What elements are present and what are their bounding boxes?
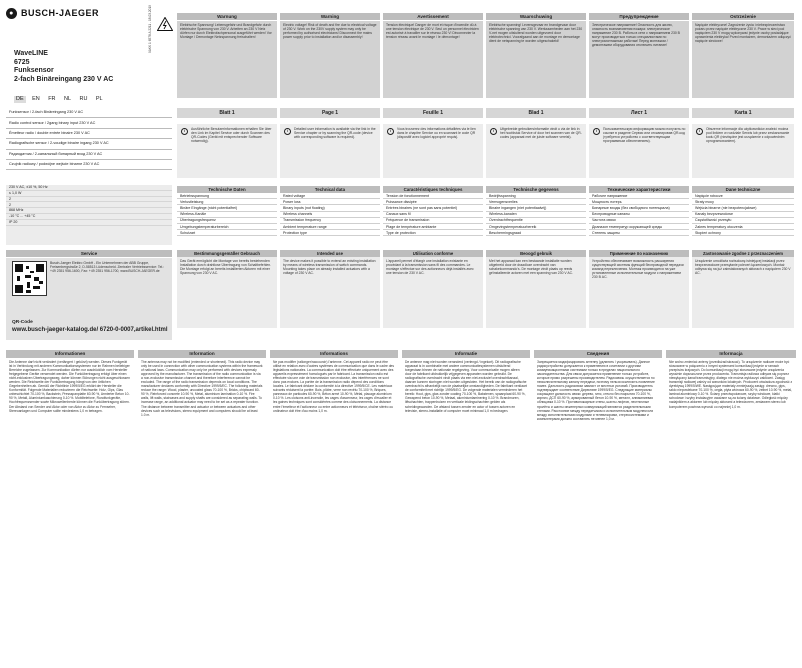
tech-data-row: Entrées binaires (ne sont pas sans potentiel) [383,205,483,211]
tech-data-row: Plage de température ambiante [383,224,483,230]
info-note [177,124,277,178]
information-title: Informatie [402,350,530,358]
page-header: Feuille 1 [383,108,483,118]
service-title: Service [6,250,172,258]
product-name-list [6,108,172,170]
warning-title: Warning [280,13,380,21]
page-header: Karta 1 [692,108,794,118]
spec-value: 2 [6,202,172,208]
tech-data-row: Puissance dissipée [383,199,483,205]
tech-data-row: Częstotliwość przesyłu [692,218,794,224]
qr-code[interactable] [12,261,47,296]
service-address: Busch-Jaeger Elektro GmbH - Ein Unternehmen der ABB Gruppe, Freisenbergstraße 2, D-58513 Lüdenscheid. Zentraler Vertriebsservice: Tel.: +49 2351 956-1600, Fax: +49 2351 956-1700, www.BUSCH-JAEGER.de [50,261,165,274]
spec-value: 2 [6,197,172,203]
high-voltage-warning-icon [157,17,173,31]
language-en[interactable]: EN [32,96,40,102]
tech-data-row: Transmission frequency [280,218,380,224]
tech-data-title: Dane techniczne [692,186,794,193]
information-text: Die Antenne darf nicht verändert (verlängert / gekürzt) werden. Dieses Funkgerät ist in Verbindung mit anderen Kommunikationssystemen nur im Rahmen beliebiger Bereiche zugelassen. Zur Kommunikation dürfen nur ausdrücklich vom Hersteller freigegebene Geräte verwendet werden. Die Funkübertragung erfolgt über einen nicht-exklusiven Übertragungsweg, daher können Störungen nicht ausgeschlossen werden. Die Reichweite der Funkübertragung hängt von den örtlichen Gegebenheiten ab. Gemäß der Richtlinie 1999/5/EG erklärt der Hersteller die Konformität. Folgende Materialien reduzieren die Reichweite: Holz, Gips, Glas unbeschichtet 70-100 %, Backstein, Pressspanplatte 60-90 %, Armierter Beton 10-90 %, Metall, Aluminiumkaschierung 0-10 %. Mobiltelefone, Rundfunkgeräte, Hochfrequenzsender sowie Mikrowellenherde können die Funkübertragung stören. Der Abstand von Sender und Aktor oder von Aktor zu Aktor zu Fernseher, Stereoanlagen und Computer sollte mindestens 1,0 m betragen. [9,360,130,413]
usage-title: Применение по назначению [589,250,689,257]
language-nl[interactable]: NL [63,96,72,102]
warning-column [177,13,277,98]
catalog-link[interactable]: www.busch-jaeger-katalog.de/ 6720-0-0007,artikel.html [12,327,168,333]
spec-value: ≤ 1,0 W [6,191,172,197]
tech-data-row: Übertragungsfrequenz [177,218,277,224]
product-line: WaveLINE [14,50,48,57]
tech-data-row: Wireless channels [280,212,380,218]
page-header: Page 1 [280,108,380,118]
tech-data-row: Vermogensverlies [486,199,586,205]
spec-values [6,185,172,245]
tech-data-row: Overdrachtfrequentie [486,218,586,224]
tech-data-row: Мощность потерь [589,199,689,205]
tech-data-row: Bedrijfsspanning [486,193,586,199]
tech-data-row: Stopień ochrony [692,230,794,236]
language-pl[interactable]: PL [95,96,103,102]
tech-data-row: Power loss [280,199,380,205]
tech-data-row: Type de protection [383,230,483,236]
tech-data-title: Technische gegevens [486,186,586,193]
tech-data-row: Binaire ingangen (niet potentiaalvrij) [486,205,586,211]
information-title: Informationen [6,350,134,358]
warning-title: Waarschuwing [486,13,586,21]
brand-name: BUSCH-JAEGER [21,8,100,18]
tech-data-row: Schutzart [177,230,277,236]
information-title: Сведения [534,350,662,358]
tech-data-title: Technische Daten [177,186,277,193]
tech-data-column [383,186,483,236]
usage-text: L'appareil permet d'élargir une installation existante en procédant à la transmission sans fil des commandes. Le montage s'effectue sur des actionneurs déjà installés avec une tension de 230 V AC. [386,259,474,276]
info-text: Detailed user information is available via the link in the Service chapter or by scanning the QR-code (device with corresponding software is required). [294,127,376,140]
information-title: Information [138,350,266,358]
tech-data-row: Wireless-kanalen [486,212,586,218]
list-item: Radiografische sensor / 2-voudige binaire ingang 230 V AC [6,139,172,149]
info-icon: i [181,128,188,135]
warning-text: Электрическое напряжение! Опасность для жизни, опасность возникновения пожара: электрическое напряжение 230 В. Работы в сети с напряжением 230 В могут производиться только специалистами по электромонтажным работам! Перед монтажом / демонтажем оборудования отключить питание! [592,23,680,48]
tech-data-row: Beschermingsgraad [486,230,586,236]
warning-text: Napięcie elektryczne! Zagrożenie życia i niebezpieczeństwo pożaru przez napięcie elektryczne 230 V. Prace w sieci pod napięciem 230 V mogą wykonywać jedynie osoby posiadające uprawnienia elektryka! Przed montażem, demontażem odłączyć napięcie sieciowe! [695,23,791,44]
usage-column [589,250,689,328]
information-column [666,350,796,662]
warning-column [383,13,483,98]
tech-data-title: Technical data [280,186,380,193]
warning-text: Electric voltage! Risk of death and fire due to electrical voltage of 230 V. Work on the 230V supply system may only be performed by authorised electricians! Disconnect the mains power supply prior to installation and/or disassembly! [283,23,377,40]
usage-text: The device makes it possible to extend an existing installation by means of wireless transmission of switch commands. Mounting takes place on already installed actuators with a voltage of 230 V AC. [283,259,376,276]
info-icon: i [490,128,497,135]
tech-data-column [692,186,794,236]
info-icon: i [696,128,703,135]
spec-value: 868 MHz [6,208,172,214]
warning-column [589,13,689,98]
tech-data-row: Tension de fonctionnement [383,193,483,199]
tech-data-row: Rated voltage [280,193,380,199]
usage-title: Beoogd gebruik [486,250,586,257]
tech-data-row: Бинарные входы (без свободного потенциала) [589,205,689,211]
tech-data-title: Технические характеристики [589,186,689,193]
tech-data-row: Wejścia binarne (nie bezpotencjałowe) [692,205,794,211]
information-text: Запрещается модифицировать антенну (удлинять / укорачивать). Данное радиоустройство допускается к применению в сочетании с другими коммуникационными системами только в пределах национального законодательства. Для связи допускается применение только устройств, которые прямо разрешены производителем. Радиосвязь осуществляется по неисключительному каналу передачи, поэтому нельзя исключить появление помех. Дальность радиосвязи зависит от местных условий. Производитель подтверждает соответствие Директиве 1999/5/EG. Следующие материалы сокращают дальность связи: дерево, гипс, стекло без покрытия 70-100 %, кирпич, ДСП 60-90 %, армированный бетон 10-90 %, металл, алюминиевая облицовка 0-10 %. Противопожарные стены, шахты лифтов, лестничные пролёты и шахты инженерных коммуникаций являются разделительными стенами. Расстояние между передатчиком и исполнительным модулем или между исполнительными модулями и телевизорами, стереосистемами и компьютерами должно составлять не менее 1,0 м. [537,360,655,421]
warning-text: Tension électrique! Danger de mort et risque d'incendie dû à une tension électrique de 230 V. Seul un personnel électricien est autorisé à travailler sur le réseau 230 V! Déconnecter la tension réseau avant le montage / le démontage! [386,23,479,40]
tech-data-row: Zakres temperatury otoczenia [692,224,794,230]
info-note [486,124,586,178]
tech-data-row: Диапазон температур окружающей среды [589,224,689,230]
tech-data-column [589,186,689,236]
tech-data-row: Рабочее напряжение [589,193,689,199]
tech-data-row: Napięcie robocze [692,193,794,199]
information-title: Informations [270,350,398,358]
warning-title: Предупреждение [589,13,689,21]
information-column [402,350,530,662]
information-text: The antenna may not be modified (extended or shortened). This radio device may only be used in connection with other communication systems within the framework of national laws. Communication may only be performed with devices expressly approved by the manufacturer. The transmission of the radio communication is via a non-exclusive transmission channel and therefore interference cannot be excluded. The range of the radio transmission depends on local conditions. The manufacturer declares conformity with Directive 1999/5/EC. The following materials reduce the range: Wood, plaster, uncoated glass 70-100 %, Bricks, chipboard 60-90 %, Reinforced concrete 10-90 %, Metal, aluminium lamination 0-10 %. Fire walls, lift walls, staircases and supply shafts are considered as separating walls. To increase range, an additional actuator may need to be set as a repeater function. The distance between transmitter and actuator or between actuators and other devices such as televisions, stereo equipment and computers should be at least 1.0 m. [141,360,263,417]
usage-column [692,250,794,328]
warning-text: Elektrische spanning! Levensgevaar en brandgevaar door elektrische spanning van 230 V. Werkzaamheden aan het 230 V-net mogen uitsluitend worden uitgevoerd door elektrotechnici. Voorafgaand aan de montage en demontage dient de netspanning te worden uitgeschakeld! [489,23,583,44]
warning-title: Ostrzeżenie [692,13,794,21]
warning-text: Elektrische Spannung! Lebensgefahr und Brandgefahr durch elektrische Spannung von 230 V. Arbeiten an 230 V Netz dürfen nur durch Elektrofachpersonal ausgeführt werden! Vor Montage / Demontage Netzspannung freischalten! [180,23,272,40]
usage-text: Met het apparaat kan een bestaande installatie worden uitgebreid door de draadloze overdracht van schakelcommando's. De montage vindt plaats op reeds geïnstalleerde actoren met een spanning van 230 V AC. [489,259,574,276]
warning-column [692,13,794,98]
language-bar [14,87,113,105]
info-icon: i [593,128,600,135]
product-description: 2-fach Binäreingang 230 V AC [14,75,114,83]
information-column [138,350,266,662]
usage-title: Zastosowanie zgodne z przeznaczeniem [692,250,794,257]
tech-data-row: Umgebungstemperaturbereich [177,224,277,230]
usage-title: Intended use [280,250,380,257]
product-type: Funksensor [14,67,54,74]
qr-label: QR-Code [12,320,33,325]
brand-logo [6,8,99,19]
info-text: Vous trouverez des informations détaillées via le lien dans le chapitre Service ou en scannant le code QR (dispositif avec logiciel approprié requis). [397,127,476,140]
page-header: Blad 1 [486,108,586,118]
warning-title: Avertissement [383,13,483,21]
spec-value: -10 °C ... +45 °C [6,214,172,220]
tech-data-row: Kanały bezprzewodowe [692,212,794,218]
list-item: Czujnik radiowy / podwójne wejście binarne 230 V AC [6,160,172,170]
usage-text: Das Gerät ermöglicht die Montage von bereits bestehenden Installation durch drahtlose Übertragung von Schaltbefehlen. Die Montage erfolgt an bereits installierten Aktoren mit einer Spannung von 230 V AC. [180,259,272,276]
info-icon: i [284,128,291,135]
page-header: Blatt 1 [177,108,277,118]
information-column [270,350,398,662]
tech-data-row: Ambient temperature range [280,224,380,230]
usage-text: Устройство обеспечивает возможность расширения существующей системы функций беспроводной передачи команд переключения. Монтаж производится на уже установленные исполнительные модули с напряжением 230 В AC. [592,259,684,280]
tech-data-column [486,186,586,236]
usage-title: Utilisation conforme [383,250,483,257]
info-text: Пользовательскую информацию можно получить по ссылке в разделе Сервис или отсканировав QR-код (требуется устройство с соответствующим программным обеспечением). [603,127,686,144]
tech-data-row: Protection type [280,230,380,236]
tech-data-title: Caractéristiques techniques [383,186,483,193]
information-text: Ne pas modifier (rallonger/raccourcir) l'antenne. Cet appareil radio ne peut être utilisé en relation avec d'autres systèmes de communication que dans le cadre des législations nationales. La communication doit être effectuée uniquement avec des appareils expressément homologués par le fabricant. La transmission radio est effectuée via une voie de transmission non exclusive, des interférences ne sont donc pas exclues. La portée de la transmission radio dépend des conditions locales. Le fabricant déclare la conformité à la directive 1999/5/CE. Les matériaux suivants réduisent la portée: Bois, plâtre, verre non revêtu 70-100 %, Briques, panneaux de particules 60-90 %, Béton armé 10-90 %, Métal, placage aluminium 0-10 %. Les cloisons anti-incendie, les cages d'ascenseur, les cages d'escalier et les gaines techniques sont considérées comme des cloisonnements. La distance entre l'émetteur et l'actionneur ou entre actionneurs et téléviseur, chaîne stéréo ou ordinateur doit être d'au moins 1,0 m. [273,360,395,413]
tech-data-row: Verlustleistung [177,199,277,205]
info-icon: i [387,128,394,135]
tech-data-row: Wireless-Kanäle [177,212,277,218]
usage-column [280,250,380,328]
info-text: Obszerne informacje dla użytkowników znaleźć można pod linkiem w rozdziale Serwis lub przez zeskanowanie kodu QR (niezbędne jest urządzenie z odpowiednim oprogramowaniem). [706,127,790,144]
tech-data-row: Binary inputs (not floating) [280,205,380,211]
usage-column [486,250,586,328]
usage-column [383,250,483,328]
usage-column [177,250,277,328]
tech-data-row: Straty mocy [692,199,794,205]
list-item: Radio control sensor / 2gang binary input 230 V AC [6,118,172,128]
tech-data-row: Betriebsspannung [177,193,277,199]
document-id: 9AKK 1 6578 A 2211 - 18.03.2019 [148,5,152,53]
info-text: Ausführliche Benutzerinformationen erhalten Sie über den Link im Kapitel Service oder durch Scannen des QR-Codes (Gerät mit entsprechender Software notwendig). [191,127,272,144]
info-note [589,124,689,178]
information-title: Informacja [666,350,796,358]
service-section [6,250,172,340]
language-de[interactable]: DE [16,96,24,102]
tech-data-row: Omgevingstemperatuurbereik [486,224,586,230]
information-column [534,350,662,662]
tech-data-row: Частота связи [589,218,689,224]
info-note [383,124,483,178]
warning-column [280,13,380,98]
list-item: Funksensor / 2-fach Binäreingang 230 V AC [6,108,172,118]
information-text: Nie wolno zmieniać anteny (przedłużać/skracać). To urządzenie radiowe może być stosowane w połączeniu z innymi systemami komunikacji jedynie w ramach przepisów krajowych. Do komunikacji mogą być stosowane jedynie urządzenia wyraźnie dopuszczone przez producenta. Transmisja radiowa odbywa się poprzez niewyłączny kanał transmisyjny, dlatego nie można wykluczyć zakłóceń. Zasięg transmisji radiowej zależy od warunków lokalnych. Producent oświadcza zgodność z dyrektywą 1999/5/WE. Następujące materiały zmniejszają zasięg: drewno, gips, szkło niepowlekane 70-100 %, cegła, płyta wiórowa 60-90 %, żelbet 10-90 %, metal, laminat aluminiowy 0-10 %. Ściany przeciwpożarowe, szyby windowe, klatki schodowe i szyby instalacyjne uważane są za ściany działowe. Odległość między nadajnikiem a aktorem lub między aktorami a telewizorem, zestawem stereo lub komputerem powinna wynosić co najmniej 1,0 m. [669,360,793,409]
info-text: Uitgebreide gebruikersinformatie vindt u via de link in het hoofdstuk Service of door het scannen van de QR-codes (apparaat met de juiste software vereist). [500,127,582,140]
info-note [692,124,794,178]
spec-value: 230 V AC, ±10 %, 50 Hz [6,185,172,191]
tech-data-row: Binäre Eingänge (nicht potentialfrei) [177,205,277,211]
tech-data-column [177,186,277,236]
product-number: 6725 [14,58,30,66]
information-text: De antenne mag niet worden veranderd (verlengd / ingekort). Dit radiografische apparaat is in combinatie met andere communicatiesystemen uitsluitend toegestaan binnen de nationale regelgeving. Voor communicatie mogen alleen door de fabrikant uitdrukkelijk vrijgegeven apparaten worden gebruikt. De radiografische overdracht vindt plaats via een niet-exclusief overdrachtkanaal, daarom kunnen storingen niet worden uitgesloten. Het bereik van de radiografische overdracht is afhankelijk van de plaatselijke omstandigheden. De fabrikant verklaart de conformiteit met richtlijn 1999/5/EG. De volgende materialen verminderen het bereik: Hout, gips, glas zonder coating 70-100 %, Bakstenen, spaanplaat 60-90 %, Gewapend beton 10-90 %, Metaal, aluminiumlaminering 0-10 %. Brandmuren, liftschachten, trappenhuizen en verticale leidingschachten gelden als scheidingswanden. De afstand tussen zender en actor of tussen actoren en televisie, stereo-installatie of computer moet minimaal 1,0 m bedragen. [405,360,527,413]
list-item: Радиодатчик / 2-канальный бинарный вход 230 V AC [6,150,172,160]
warning-title: Warnung [177,13,277,21]
page-header: Лист 1 [589,108,689,118]
tech-data-row: Fréquence de transmission [383,218,483,224]
spec-value: IP 20 [6,220,172,226]
list-item: Émetteur radio / double entrée binaire 230 V AC [6,129,172,139]
usage-text: Urządzenie umożliwia rozbudowę istniejącej instalacji przez bezprzewodowe przesyłanie poleceń łączeniowych. Montaż odbywa się na już zainstalowanych aktorach z napięciem 230 V AC. [695,259,791,276]
tech-data-row: Степень защиты [589,230,689,236]
product-title-block [14,50,113,105]
language-ru[interactable]: RU [79,96,88,102]
warning-section [177,13,794,98]
information-column [6,350,134,662]
warning-column [486,13,586,98]
usage-title: Bestimmungsgemäßer Gebrauch [177,250,277,257]
tech-data-column [280,186,380,236]
tech-data-row: Беспроводные каналы [589,212,689,218]
tech-data-row: Canaux sans fil [383,212,483,218]
brand-mark-icon: ● [6,8,17,19]
info-note [280,124,380,178]
language-fr[interactable]: FR [48,96,56,102]
